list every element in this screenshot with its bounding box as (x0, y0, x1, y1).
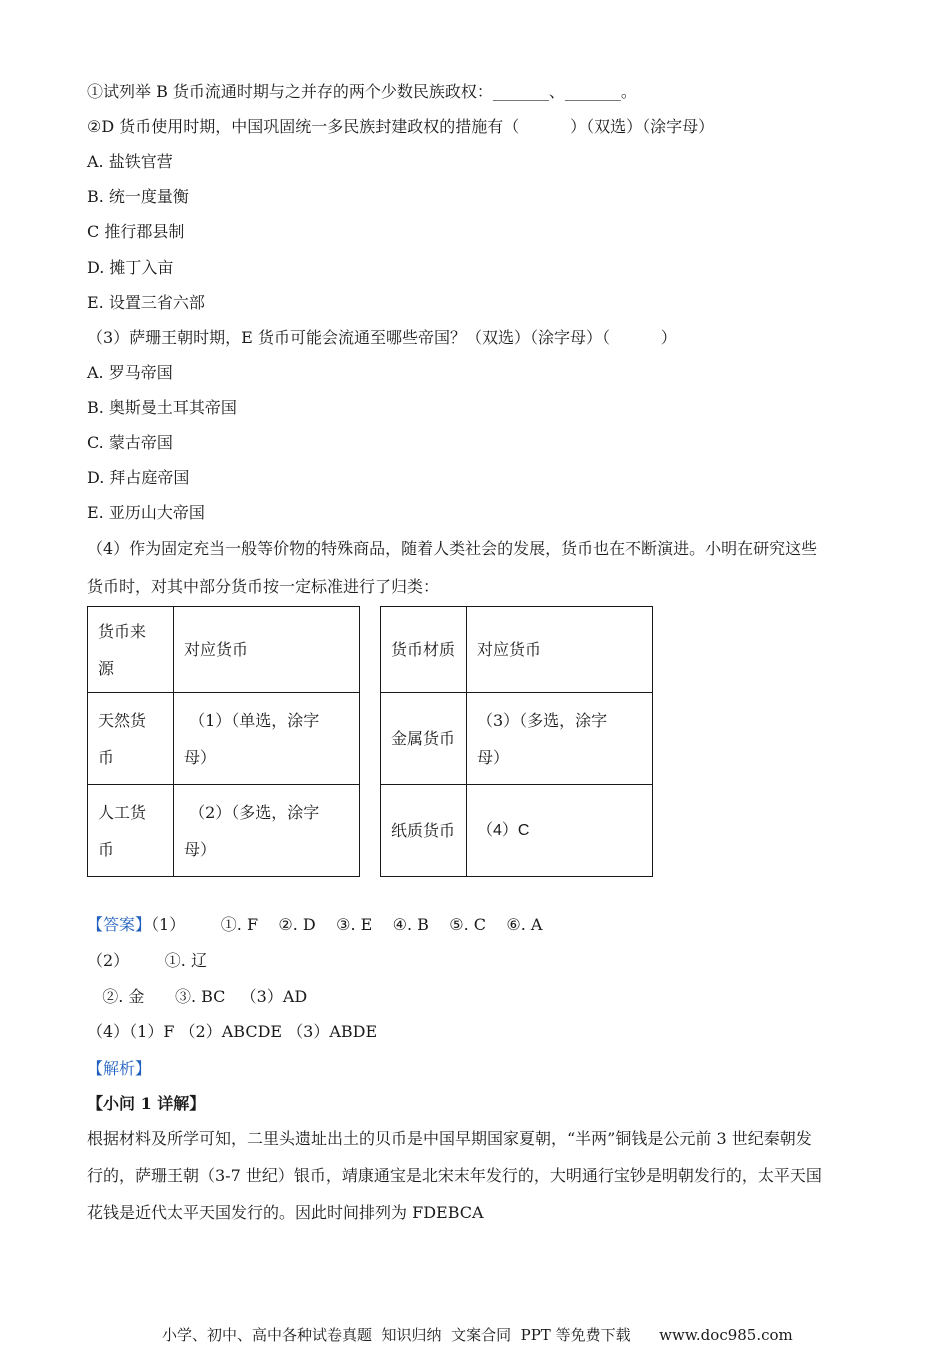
currency-source-table (87, 606, 360, 877)
table-cell-artificial (88, 785, 174, 877)
table-cell-natural-l2: 币 (98, 747, 115, 767)
option-q2-c: C 推行郡县制 (87, 222, 185, 241)
option-q3-b: B. 奥斯曼土耳其帝国 (87, 398, 237, 417)
question-4-stem-line2: 货币时，对其中部分货币按一定标准进行了归类： (87, 577, 440, 596)
table-header-source (88, 607, 174, 693)
table-header-source-l1: 货币来 (98, 621, 147, 641)
answer-line1 (87, 914, 542, 936)
table-cell-artificial-answer (174, 785, 360, 877)
answer-line4: （4）（1）F （2）ABCDE （3）ABDE (87, 1022, 378, 1041)
option-q2-a: A. 盐铁官营 (87, 152, 173, 171)
answer-line1-text: （1） ①. F ②. D ③. E ④. B ⑤. C ⑥. A (151, 915, 543, 934)
table-header-currency: 对应货币 (174, 607, 360, 693)
table-cell-natural-answer (174, 693, 360, 785)
page-footer: 小学、初中、高中各种试卷真题 知识归纳 文案合同 PPT 等免费下载 www.doc985.com (162, 1326, 793, 1344)
option-q2-b: B. 统一度量衡 (87, 187, 189, 206)
analysis-para-line1: 根据材料及所学可知，二里头遗址出土的贝币是中国早期国家夏朝，“半两”铜钱是公元前 3 世纪秦朝发 (87, 1129, 812, 1148)
table-cell-artificial-l2: 币 (98, 839, 115, 859)
question-3-stem: （3）萨珊王朝时期，E 货币可能会流通至哪些帝国？（双选）（涂字母）（ ） (87, 328, 677, 347)
analysis-para-line3: 花钱是近代太平天国发行的。因此时间排列为 FDEBCA (87, 1203, 484, 1222)
table-cell-artificial-l1: 人工货 (98, 802, 147, 822)
table-cell-metal-answer (467, 693, 653, 785)
question-2-sub1: ①试列举 B 货币流通时期与之并存的两个少数民族政权：_______、_______。 (87, 82, 637, 101)
option-q3-c: C. 蒙古帝国 (87, 433, 173, 452)
table-header-material: 货币材质 (381, 607, 467, 693)
answer-line2: （2） ①. 辽 (87, 951, 207, 970)
table-cell-natural-answer-l2: 母） (184, 747, 217, 767)
table-cell-natural-l1: 天然货 (98, 710, 147, 730)
answer-tag: 【答案】 (87, 915, 152, 934)
table-cell-natural (88, 693, 174, 785)
table-cell-metal-answer-l2: 母） (477, 747, 510, 767)
option-q3-a: A. 罗马帝国 (87, 363, 173, 382)
option-q2-e: E. 设置三省六部 (87, 293, 205, 312)
analysis-subtitle: 【小问 1 详解】 (87, 1094, 206, 1113)
currency-material-table (380, 606, 653, 877)
table-cell-paper: 纸质货币 (381, 785, 467, 877)
analysis-tag: 【解析】 (87, 1059, 152, 1078)
question-4-stem-line1: （4）作为固定充当一般等价物的特殊商品，随着人类社会的发展，货币也在不断演进。小明在研究这些 (87, 539, 818, 558)
option-q2-d: D. 摊丁入亩 (87, 258, 174, 277)
option-q3-e: E. 亚历山大帝国 (87, 503, 205, 522)
question-2-sub2: ②D 货币使用时期，中国巩固统一多民族封建政权的措施有（ ）（双选）（涂字母） (87, 117, 715, 136)
option-q3-d: D. 拜占庭帝国 (87, 468, 190, 487)
table-header-source-l2: 源 (98, 658, 115, 678)
analysis-para-line2: 行的，萨珊王朝（3-7 世纪）银币，靖康通宝是北宋末年发行的，大明通行宝钞是明朝发行的，太平天国 (87, 1166, 822, 1185)
table-cell-artificial-answer-l1: （2）（多选，涂字 (184, 802, 320, 822)
table-header-currency-right: 对应货币 (467, 607, 653, 693)
answer-line3: ②. 金 ③. BC （3）AD (87, 987, 308, 1006)
table-cell-metal-answer-l1: （3）（多选，涂字 (477, 710, 608, 730)
table-cell-artificial-answer-l2: 母） (184, 839, 217, 859)
table-cell-metal: 金属货币 (381, 693, 467, 785)
table-cell-paper-answer: （4）C (467, 785, 653, 877)
table-cell-natural-answer-l1: （1）（单选，涂字 (184, 710, 320, 730)
